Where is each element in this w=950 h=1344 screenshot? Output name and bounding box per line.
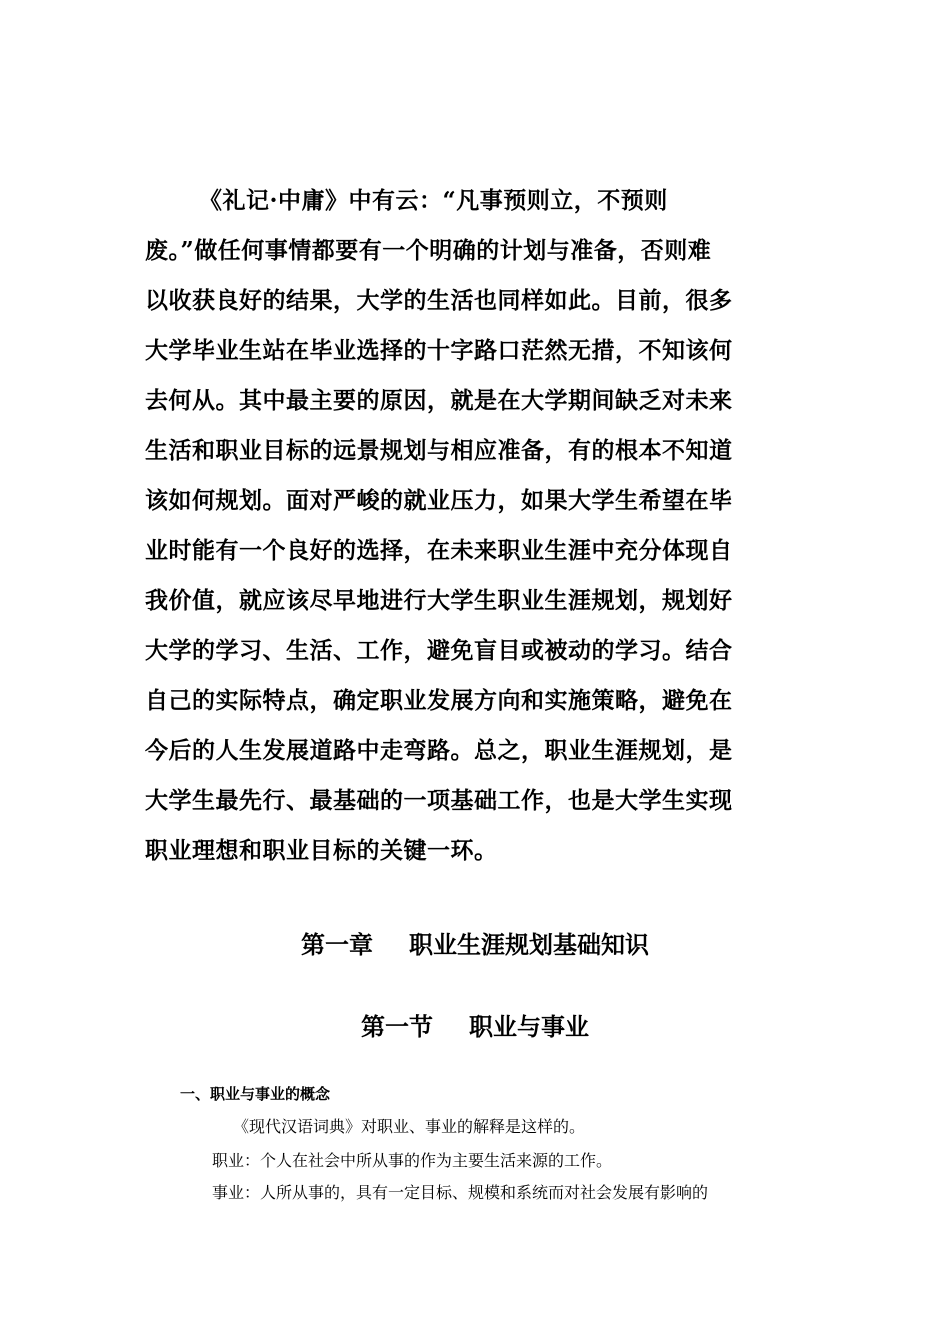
intro-line: 大学生最先行、最基础的一项基础工作，也是大学生实现 [145,787,733,814]
subsection-heading: 一、职业与事业的概念 [180,1086,331,1103]
intro-line: 《礼记·中庸》中有云：“凡事预则立，不预则 [199,187,668,214]
intro-line: 大学的学习、生活、工作，避免盲目或被动的学习。结合 [145,637,733,664]
chapter-title: 第一章 职业生涯规划基础知识 [301,933,649,959]
intro-line: 自己的实际特点，确定职业发展方向和实施策略，避免在 [145,687,733,714]
body-paragraph-dictionary: 《现代汉语词典》对职业、事业的解释是这样的。 [233,1117,586,1136]
body-paragraph-career: 事业：人所从事的，具有一定目标、规模和系统而对社会发展有影响的 [212,1183,709,1202]
intro-line: 以收获良好的结果，大学的生活也同样如此。目前，很多 [145,287,733,314]
body-paragraph-occupation: 职业：个人在社会中所从事的作为主要生活来源的工作。 [212,1151,613,1170]
intro-line: 去何从。其中最主要的原因，就是在大学期间缺乏对未来 [145,387,733,414]
intro-line: 业时能有一个良好的选择，在未来职业生涯中充分体现自 [145,537,733,564]
intro-line: 废。”做任何事情都要有一个明确的计划与准备，否则难 [145,237,712,264]
intro-line: 大学毕业生站在毕业选择的十字路口茫然无措，不知该何 [145,337,733,364]
intro-line: 职业理想和职业目标的关键一环。 [145,837,498,864]
intro-line: 我价值，就应该尽早地进行大学生职业生涯规划，规划好 [145,587,733,614]
intro-paragraph [145,176,790,876]
intro-line: 生活和职业目标的远景规划与相应准备，有的根本不知道 [145,437,733,464]
section-title: 第一节 职业与事业 [361,1015,589,1041]
intro-line: 该如何规划。面对严峻的就业压力，如果大学生希望在毕 [145,487,733,514]
intro-line: 今后的人生发展道路中走弯路。总之，职业生涯规划，是 [145,737,733,764]
